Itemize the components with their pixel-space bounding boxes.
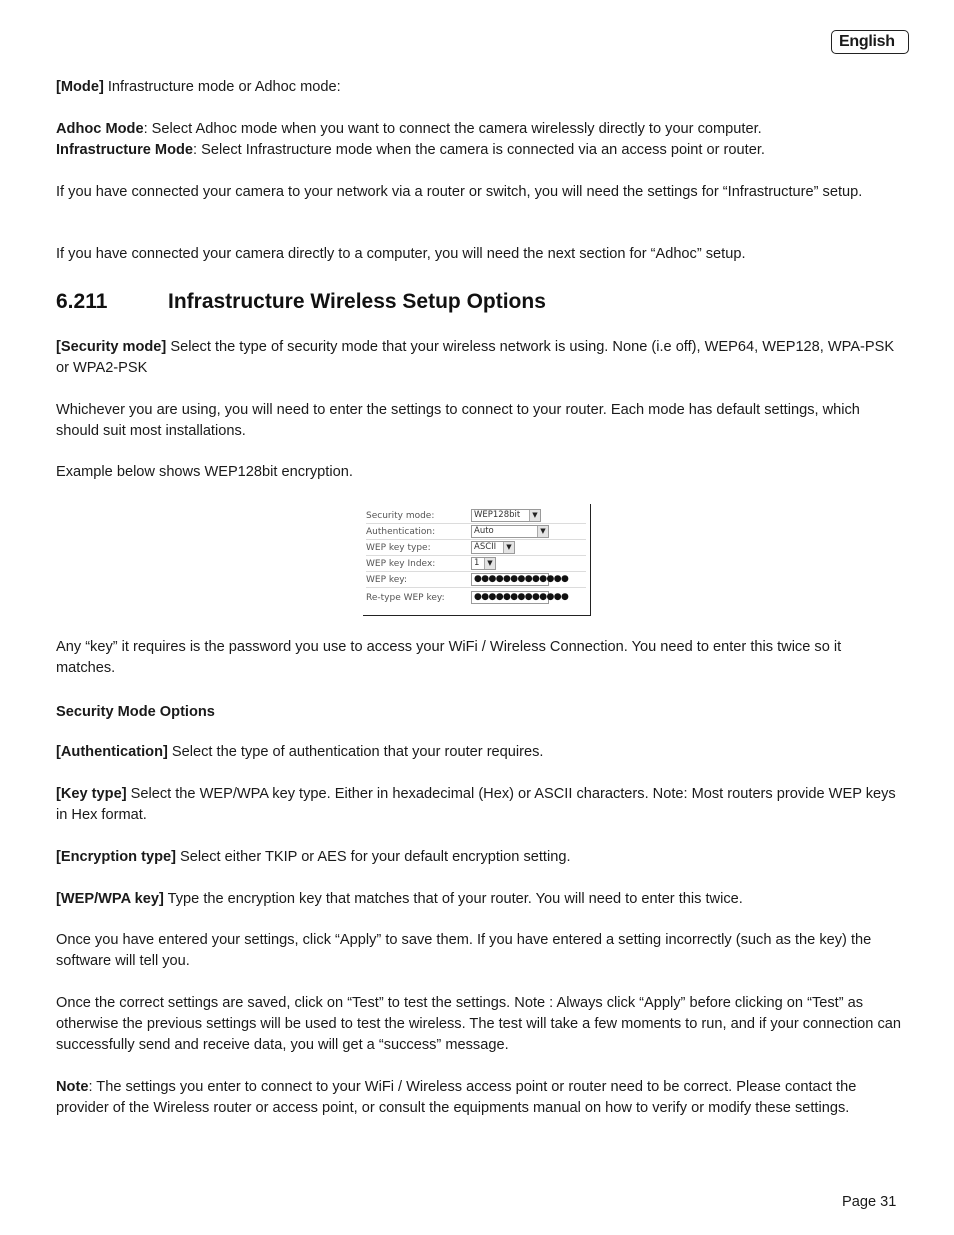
form-label: WEP key Index: (366, 559, 436, 569)
security-mode-select[interactable] (471, 509, 541, 522)
select-value: 1 (474, 558, 480, 568)
wep-key-label: [WEP/WPA key] (56, 891, 164, 907)
chevron-down-icon: ▼ (529, 510, 540, 521)
example-paragraph: Example below shows WEP128bit encryption. (56, 464, 353, 480)
authentication-paragraph (56, 742, 901, 763)
form-row-wep-key-type (366, 540, 586, 556)
wep-key-input[interactable]: ●●●●●●●●●●●●● (471, 573, 549, 586)
retype-wep-key-input[interactable]: ●●●●●●●●●●●●● (471, 591, 549, 604)
encryption-type-text: Select either TKIP or AES for your default encryption setting. (176, 849, 571, 865)
chevron-down-icon: ▼ (484, 558, 495, 569)
authentication-select[interactable] (471, 525, 549, 538)
section-title: Infrastructure Wireless Setup Options (168, 290, 546, 313)
authentication-label: [Authentication] (56, 744, 168, 760)
form-row-authentication (366, 524, 586, 540)
adhoc-label: Adhoc Mode (56, 121, 144, 137)
security-mode-label: [Security mode] (56, 339, 167, 355)
form-label: WEP key: (366, 575, 408, 585)
wep-key-text: Type the encryption key that matches that of your router. You will need to enter this twice. (163, 891, 743, 907)
form-row-retype-wep-key (366, 590, 586, 606)
mode-paragraph (56, 77, 901, 98)
mode-label: [Mode] (56, 79, 104, 95)
key-type-paragraph (56, 784, 901, 826)
form-label: WEP key type: (366, 543, 431, 553)
router-paragraph: If you have connected your camera to your network via a router or switch, you will need the settings for “Infrastructure” setup. (56, 184, 863, 200)
whichever-paragraph: Whichever you are using, you will need to enter the settings to connect to your router. Each mode has default settings, which should suit most installations. (56, 402, 860, 439)
authentication-text: Select the type of authentication that your router requires. (167, 744, 544, 760)
modes-paragraph (56, 119, 901, 161)
chevron-down-icon: ▼ (537, 526, 548, 537)
note-paragraph (56, 1077, 901, 1119)
language-badge: English (831, 30, 909, 54)
encryption-type-paragraph (56, 847, 901, 868)
test-paragraph: Once the correct settings are saved, click on “Test” to test the settings. Note : Always click “Apply” before clicking on “Test” as otherwise the previous settings will be used to test the wireless. The test will take a few moments to run, and if your connection can successfully send and receive data, you will get a “success” message. (56, 995, 901, 1053)
mode-text: Infrastructure mode or Adhoc mode: (103, 79, 341, 95)
form-label: Security mode: (366, 511, 435, 521)
wep-settings-screenshot (363, 504, 591, 616)
page-number: Page 31 (842, 1194, 897, 1210)
apply-paragraph: Once you have entered your settings, click “Apply” to save them. If you have entered a setting incorrectly (such as the key) the software will tell you. (56, 932, 872, 969)
security-mode-paragraph (56, 337, 901, 379)
key-type-label: [Key type] (56, 786, 127, 802)
key-type-text: Select the WEP/WPA key type. Either in hexadecimal (Hex) or ASCII characters. Note: Most routers provide WEP keys in Hex format. (56, 786, 896, 823)
wep-key-index-select[interactable] (471, 557, 496, 570)
select-value: WEP128bit (474, 510, 521, 520)
security-mode-text: Select the type of security mode that your wireless network is using. None (i.e off), WEP64, WEP128, WPA-PSK or WPA2-PSK (56, 339, 895, 376)
form-label: Re-type WEP key: (366, 593, 445, 603)
adhoc-text: : Select Adhoc mode when you want to connect the camera wirelessly directly to your computer. (143, 121, 762, 137)
section-heading (56, 289, 546, 315)
wep-key-type-select[interactable] (471, 541, 515, 554)
direct-paragraph: If you have connected your camera directly to a computer, you will need the next section for “Adhoc” setup. (56, 246, 746, 262)
security-options-heading: Security Mode Options (56, 704, 215, 720)
infrastructure-label: Infrastructure Mode (56, 142, 194, 158)
note-text: : The settings you enter to connect to your WiFi / Wireless access point or router need to be correct. Please contact the provider of the Wireless router or access point, or consult the equipments manual on how to verify or modify these settings. (56, 1079, 857, 1116)
select-value: Auto (474, 526, 494, 536)
wep-key-paragraph (56, 889, 901, 910)
select-value: ASCII (474, 542, 497, 552)
form-row-security-mode (366, 508, 586, 524)
form-label: Authentication: (366, 527, 436, 537)
form-row-wep-key-index (366, 556, 586, 572)
chevron-down-icon: ▼ (503, 542, 514, 553)
note-label: Note (56, 1079, 89, 1095)
infrastructure-text: : Select Infrastructure mode when the camera is connected via an access point or router. (193, 142, 765, 158)
section-number: 6.211 (56, 290, 108, 313)
form-row-wep-key (366, 572, 586, 588)
encryption-type-label: [Encryption type] (56, 849, 176, 865)
key-paragraph: Any “key” it requires is the password you use to access your WiFi / Wireless Connection. You need to enter this twice so it matches. (56, 639, 842, 676)
